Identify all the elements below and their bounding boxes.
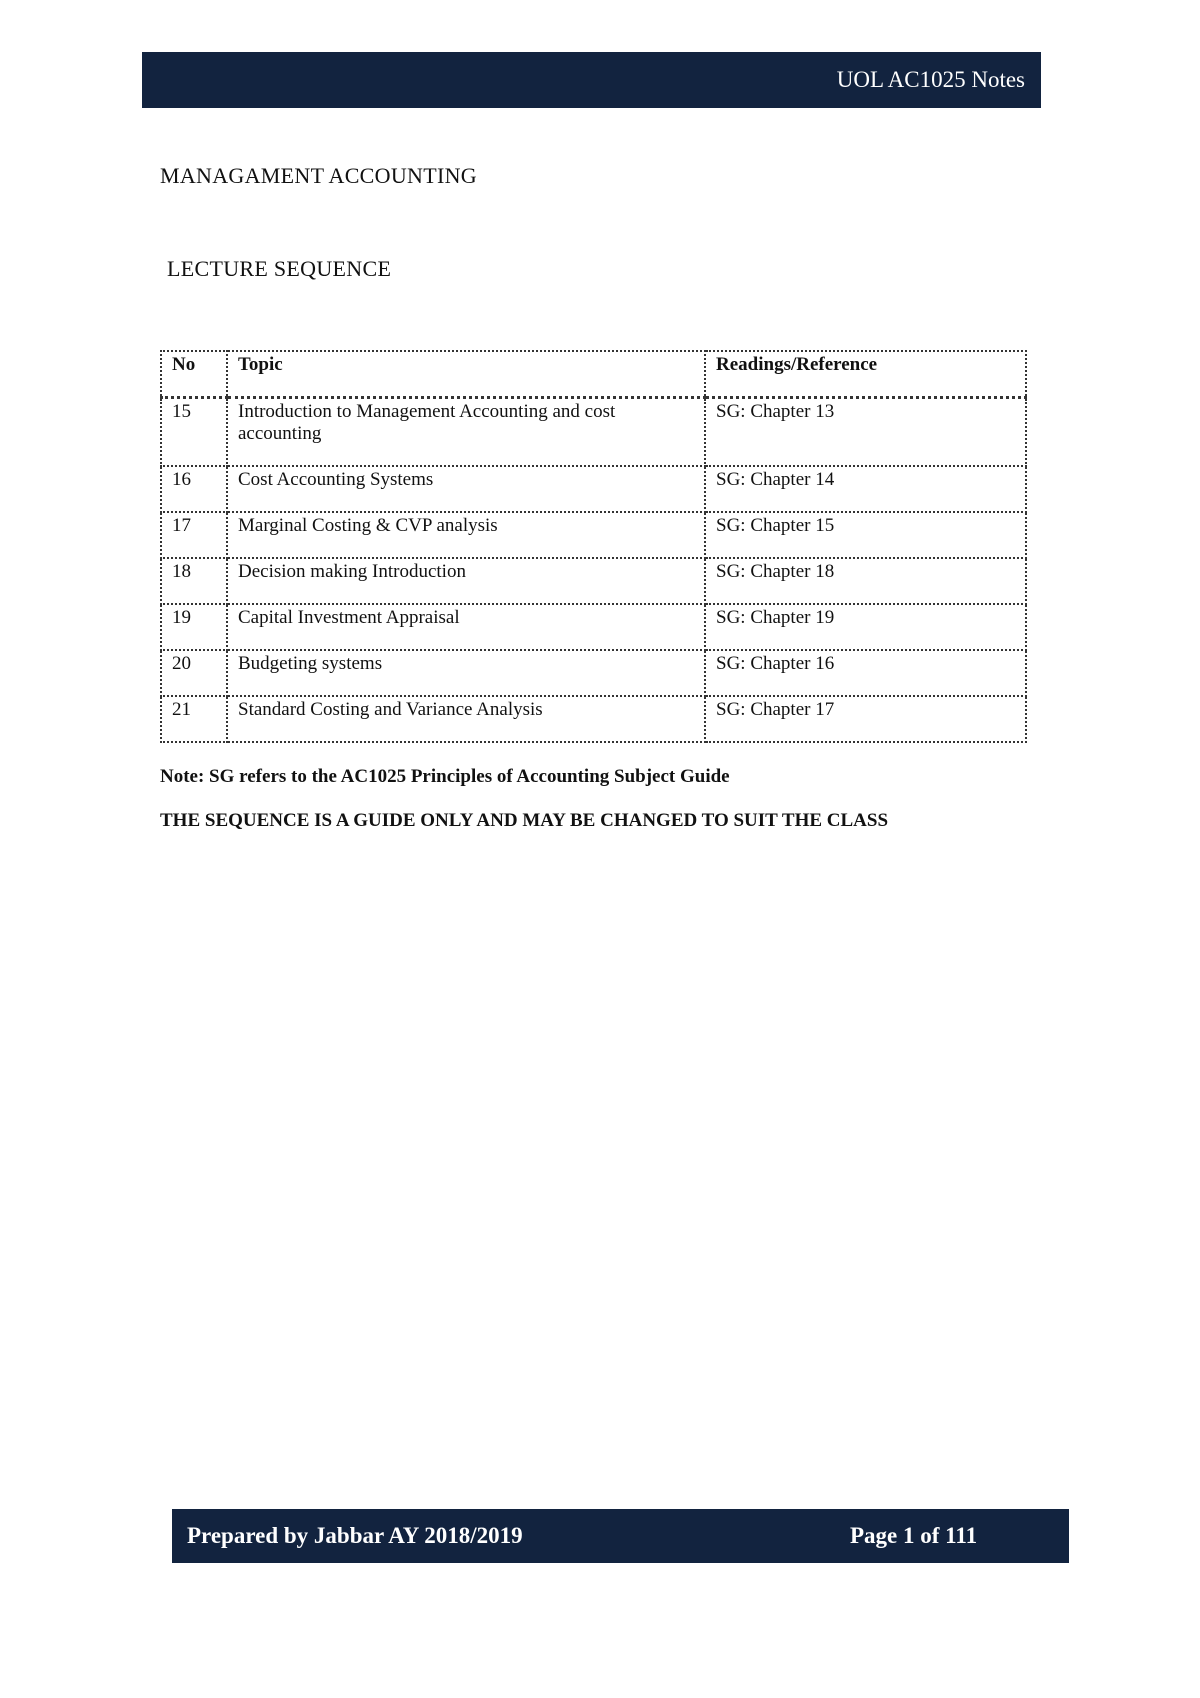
column-header-topic: Topic <box>227 351 705 398</box>
table-row <box>161 558 1026 604</box>
cell-topic: Budgeting systems <box>227 650 705 696</box>
cell-no: 17 <box>161 512 227 558</box>
cell-no: 15 <box>161 398 227 467</box>
cell-reference: SG: Chapter 14 <box>705 466 1026 512</box>
footer-banner <box>172 1509 1069 1563</box>
cell-topic: Decision making Introduction <box>227 558 705 604</box>
cell-reference: SG: Chapter 16 <box>705 650 1026 696</box>
column-header-no: No <box>161 351 227 398</box>
document-title: MANAGAMENT ACCOUNTING <box>160 163 477 188</box>
lecture-sequence-table <box>160 350 1027 743</box>
cell-reference: SG: Chapter 18 <box>705 558 1026 604</box>
cell-no: 21 <box>161 696 227 742</box>
sequence-notice: THE SEQUENCE IS A GUIDE ONLY AND MAY BE CHANGED TO SUIT THE CLASS <box>160 810 889 831</box>
cell-reference: SG: Chapter 17 <box>705 696 1026 742</box>
table-row <box>161 512 1026 558</box>
footer-prepared-by: Prepared by Jabbar AY 2018/2019 <box>187 1523 523 1548</box>
cell-no: 19 <box>161 604 227 650</box>
cell-topic: Introduction to Management Accounting and cost accounting <box>227 398 705 467</box>
header-banner <box>142 52 1041 108</box>
cell-topic: Standard Costing and Variance Analysis <box>227 696 705 742</box>
section-title: LECTURE SEQUENCE <box>167 256 392 281</box>
header-title: UOL AC1025 Notes <box>836 67 1025 92</box>
table-row <box>161 650 1026 696</box>
table-header-row <box>161 351 1026 398</box>
subject-guide-note: Note: SG refers to the AC1025 Principles of Accounting Subject Guide <box>160 766 730 787</box>
cell-no: 18 <box>161 558 227 604</box>
cell-reference: SG: Chapter 13 <box>705 398 1026 467</box>
table-row <box>161 466 1026 512</box>
table-row <box>161 398 1026 467</box>
cell-topic: Capital Investment Appraisal <box>227 604 705 650</box>
cell-topic: Cost Accounting Systems <box>227 466 705 512</box>
cell-topic: Marginal Costing & CVP analysis <box>227 512 705 558</box>
column-header-reference: Readings/Reference <box>705 351 1026 398</box>
cell-reference: SG: Chapter 19 <box>705 604 1026 650</box>
cell-no: 16 <box>161 466 227 512</box>
footer-page-number: Page 1 of 111 <box>850 1523 978 1548</box>
cell-reference: SG: Chapter 15 <box>705 512 1026 558</box>
table-row <box>161 696 1026 742</box>
table-row <box>161 604 1026 650</box>
cell-no: 20 <box>161 650 227 696</box>
